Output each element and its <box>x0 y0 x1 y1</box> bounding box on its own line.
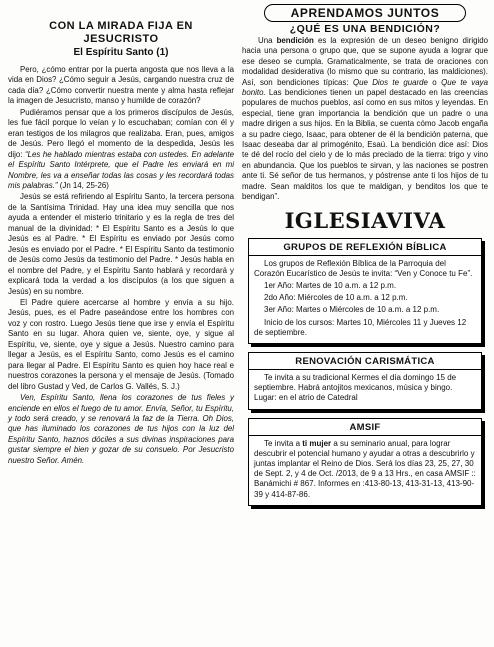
blessing-example-1: Que Dios te guarde <box>352 77 428 87</box>
section-banner: APRENDAMOS JUNTOS <box>264 4 466 22</box>
paragraph-2-intro: Pudiéramos pensar que a los primeros discípulos de Jesús, les fue fácil porque lo veían y lo escuchaban; comían con él y eran testigos de los milagros que realizaba. Eran, pues, amigos de Jesús. Pero llegó el momento de la despedida, Jesús les dijo: <box>8 107 234 159</box>
amsif-bold: ti mujer <box>302 438 332 448</box>
notice-box-renovacion <box>248 352 482 410</box>
grupos-line-3: 3er Año: Martes o Miércoles de 10 a.m. a 12 p.m. <box>264 305 440 315</box>
paragraph-2 <box>8 108 234 192</box>
blessing-intro: Una <box>258 36 277 45</box>
renovacion-text: Te invita a su tradicional Kermes el día domingo 15 de septiembre. Habrá antojitos mexicanos, música y bingo. Lugar: en el atrio de Catedral <box>254 372 457 403</box>
article-title: CON LA MIRADA FIJA EN <box>49 20 193 32</box>
notice-title-amsif: AMSIF <box>249 422 481 436</box>
notice-box-grupos <box>248 238 482 344</box>
blessing-paragraph <box>242 36 488 203</box>
amsif-body: a su seminario anual, para lograr descubrir el potencial humano y ayudar a otras a descubrirlo y juntas implantar el Reino de Dios. Será los días 23, 25, 27, 30 de Sept. 2, y 4 de Oct. /2013, de 9 a 13 Hrs., en casa AMSIF :: Banámichi # 867. Informes en :413-80-13, 413-31-13, 413-90-39 y 414-87-86. <box>254 438 476 499</box>
blessing-rest: Las bendiciones tienen un papel destacado en las creencias populares de muchos pueblos, así como en sus mitos y leyendas. En especial, tiene gran importancia la bendición que un padre o una madre dirigen a sus hijos. En la Biblia, se cuenta cómo Jacob engaña a su padre ciego, Isaac, para obtener de él la bendición paterna, que Isaac deseaba dar al primogénito, Esaú. La bendición dice así: Dios te dé del rocío del cielo y de lo más preciado de la tierra: trigo y vino en abundancia. Que los pueblos te sirvan, y las naciones se postren ante ti. Sé señor de tus hermanos, y póstrense ante ti los hijos de tu madre. Sean malditos los que te maldigan, y benditos los que te bendigan”. <box>242 88 488 202</box>
left-column <box>8 20 234 467</box>
blessing-term: bendición <box>276 36 314 45</box>
notice-box-amsif <box>248 418 482 506</box>
blessing-example-2: Que te vaya bonito. <box>242 77 488 98</box>
grupos-line-4: Inicio de los cursos: Martes 10, Miércoles 11 y Jueves 12 de septiembre. <box>254 317 467 337</box>
gospel-quote: “Les he hablado mientras estaba con ustedes. En adelante el Espíritu Santo Intérprete, que el Padre les enviará en mi Nombre, les va a enseñar todas las cosas y les recordará todas mis palabras.” <box>8 149 234 190</box>
right-column <box>242 4 488 506</box>
paragraph-4: El Padre quiere acercarse al hombre y envía a su hijo. Jesús, pues, es el Padre paseándose entre los hombres con voz y con rostro. Luego Jesús tiene que irse y envía el Espíritu Santo en su lugar. Ahora quien ve, siente, oye, y sigue al Espíritu, ve, siente, oye y sigue a Jesús. Nuestro camino para llegar a Jesús, es el Espíritu Santo, como Jesús es el camino para llegar al Padre. El Espíritu Santo es quien hoy hace real e nuestros corazones la persona y el mensaje de Jesús. (Tomado del libro Gustad y Ved, de Carlos G. Vallés, S. J.) <box>8 297 234 391</box>
grupos-intro: Los grupos de Reflexión Bíblica de la Parroquia del Corazón Eucarístico de Jesús te invita: “Ven y Conoce tu Fe”. <box>254 258 473 278</box>
prayer-paragraph: Ven, Espíritu Santo, llena los corazones de tus fieles y enciende en ellos el fuego de tu amor. Envía, Señor, tu Espíritu, y todo será creado, y se renovará la faz de la Tierra. Oh Dios, que has iluminado los corazones de tus hijos con la luz del Espíritu Santo, haznos dóciles a sus divinas inspiraciones para gustar siempre el bien y gozar de su consuelo. Por Jesucristo nuestro Señor. Amén. <box>8 393 234 465</box>
article-subtitle: El Espíritu Santo (1) <box>73 47 169 58</box>
notice-title-grupos: GRUPOS DE REFLEXIÓN BÍBLICA <box>249 242 481 256</box>
amsif-text <box>254 439 476 500</box>
gospel-reference: (Jn 14, 25-26) <box>57 180 109 190</box>
paragraph-3: Jesús se está refiriendo al Espíritu Santo, la tercera persona de la Santísima Trinidad. Hay una idea muy sencilla que nos ayuda a entender el misterio trinitario y es la regla de tres del manual de la divinidad: * El Espíritu Santo es a Jesús lo que Jesús es al Padre. * El Espíritu es enviado por Jesús como Jesús es enviado por el Padre. * El Espíritu Santo da testimonio de Jesús como Jesús da testimonio del Padre. * Jesús habla en el nombre del Padre, y el Espíritu Santo hablará y recordará y explicará toda la verdad a los discípulos (a los que siguen a Jesús) en su nombre. <box>8 192 234 296</box>
grupos-line-2: 2do Año: Miércoles de 10 a.m. a 12 p.m. <box>264 293 408 303</box>
paragraph-1: Pero, ¿cómo entrar por la puerta angosta que nos lleva a la vida en Dios? ¿Cómo seguir a Jesús, cargando nuestra cruz de cada día? ¿Cómo convertir nuestra mente y alma hasta reflejar la imagen de Jesucristo, manso y humilde de corazón? <box>8 65 234 106</box>
grupos-line-1: 1er Año: Martes de 10 a.m. a 12 p.m. <box>264 280 397 290</box>
blessing-connector: o <box>427 77 442 87</box>
blessing-definition: es la expresión de un deseo benigno dirigido hacia una persona o grupo que, que se supone ayuda a lograr que ese deseo se cumpla. Gramaticalmente, se trata de oraciones con modalidad desiderativa (lo mismo que su contrario, las maldiciones). Así, son bendiciones típicas: <box>242 36 488 87</box>
section-question: ¿QUÉ ES UNA BENDICIÓN? <box>289 23 441 35</box>
amsif-pre: Te invita a <box>264 438 303 448</box>
article-title-line2: JESUCRISTO <box>83 33 159 45</box>
iglesia-viva-heading: IGLESIAVIVA <box>284 207 446 233</box>
notice-title-renovacion: RENOVACIÓN CARISMÁTICA <box>249 356 481 370</box>
